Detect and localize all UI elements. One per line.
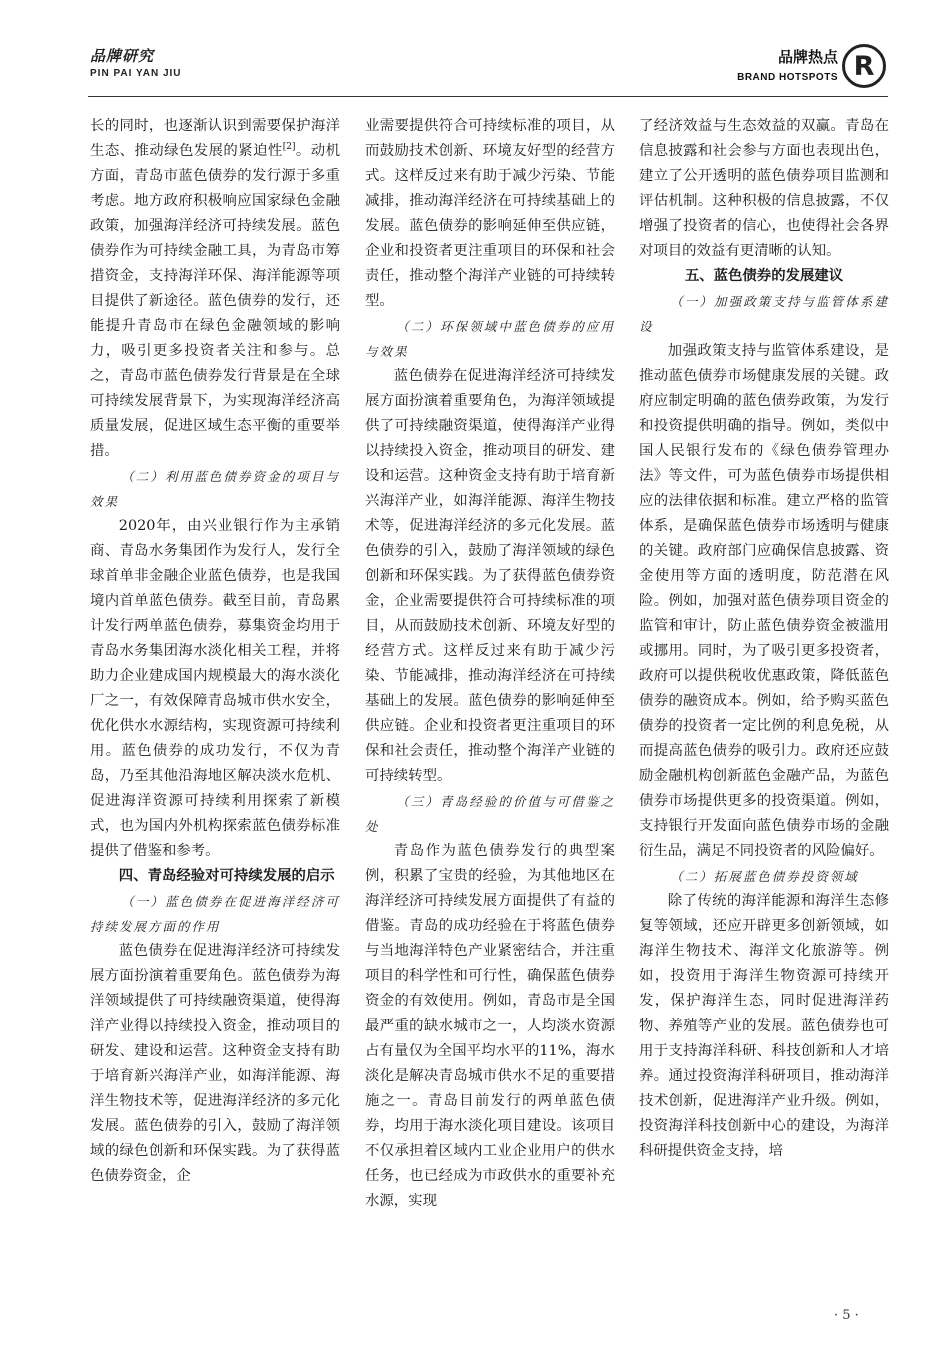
column-3 xyxy=(639,114,889,1164)
section-title-en: BRAND HOTSPOTS xyxy=(737,72,838,83)
subsection-heading: （二）拓展蓝色债券投资领域 xyxy=(670,869,859,884)
paragraph: 青岛作为蓝色债券发行的典型案例，积累了宝贵的经验，为其他地区在海洋经济可持续发展方面提供了有益的借鉴。青岛的成功经验在于将蓝色债券与当地海洋特色产业紧密结合，并注重项目的科学性和可行性，确保蓝色债券资金的有效使用。例如，青岛市是全国最严重的缺水城市之一，人均淡水资源占有量仅为全国平均水平的11%，海水淡化是解决青岛城市供水不足的重要措施之一。青岛目前发行的两单蓝色债券，均用于海水淡化项目建设。该项目不仅承担着区域内工业企业用户的供水任务，也已经成为市政供水的重要补充水源，实现 xyxy=(365,843,615,1209)
paragraph: 2020年，由兴业银行作为主承销商、青岛水务集团作为发行人，发行全球首单非金融企业蓝色债券，也是我国境内首单蓝色债券。截至目前，青岛累计发行两单蓝色债券，募集资金均用于青岛水务集团海水淡化相关工程，并将助力企业建成国内规模最大的海水淡化厂之一，有效保障青岛城市供水安全，优化供水水源结构，实现资源可持续利用。蓝色债券的成功发行，不仅为青岛，乃至其他沿海地区解决淡水危机、促进海洋资源可持续利用探索了新模式，也为国内外机构探索蓝色债券标准提供了借鉴和参考。 xyxy=(90,518,340,859)
header-divider xyxy=(88,96,888,97)
journal-title-cn: 品牌研究 xyxy=(90,47,155,65)
paragraph: 业需要提供符合可持续标准的项目，从而鼓励技术创新、环境友好型的经营方式。这样反过来有助于减少污染、节能减排，推动海洋经济在可持续基础上的发展。蓝色债券的影响延伸至供应链，企业和投资者更注重项目的环保和社会责任，推动整个海洋产业链的可持续转型。 xyxy=(365,118,615,309)
page-number: · 5 · xyxy=(834,1308,859,1323)
section-heading: 五、蓝色债券的发展建议 xyxy=(684,268,844,284)
paragraph: 长的同时，也逐渐认识到需要保护海洋生态、推动绿色发展的紧迫性[2]。动机方面，青岛市蓝色债券的发行源于多重考虑。地方政府积极响应国家绿色金融政策，加强海洋经济可持续发展。蓝色债券作为可持续金融工具，为青岛市筹措资金，支持海洋环保、海洋能源等项目提供了新途径。蓝色债券的发行，还能提升青岛市在绿色金融领域的影响力，吸引更多投资者关注和参与。总之，青岛市蓝色债券发行背景是在全球可持续发展背景下，为实现海洋经济高质量发展，促进区域生态平衡的重要举措。 xyxy=(90,118,340,459)
citation: [2] xyxy=(282,142,296,153)
paragraph: 了经济效益与生态效益的双赢。青岛在信息披露和社会参与方面也表现出色，建立了公开透明的蓝色债券项目监测和评估机制。这种积极的信息披露，不仅增强了投资者的信心，也使得社会各界对项目的效益有更清晰的认知。 xyxy=(639,118,889,259)
section-title-cn: 品牌热点 xyxy=(777,48,838,66)
subsection-heading: （二）利用蓝色债券资金的项目与效果 xyxy=(90,469,340,509)
subsection-heading: （一）加强政策支持与监管体系建设 xyxy=(639,294,889,334)
subsection-heading: （三）青岛经验的价值与可借鉴之处 xyxy=(365,794,615,834)
paragraph: 除了传统的海洋能源和海洋生态修复等领域，还应开辟更多创新领域，如海洋生物技术、海洋文化旅游等。例如，投资用于海洋生物资源可持续开发，保护海洋生态，同时促进海洋药物、养殖等产业的发展。蓝色债券也可用于支持海洋科研、科技创新和人才培养。通过投资海洋科研项目，推动海洋技术创新，促进海洋产业升级。例如，投资海洋科技创新中心的建设，为海洋科研提供资金支持，培 xyxy=(639,893,889,1159)
journal-title-en: PIN PAI YAN JIU xyxy=(90,68,182,79)
column-2 xyxy=(365,114,615,1214)
column-1 xyxy=(90,114,340,1189)
subsection-heading: （二）环保领域中蓝色债券的应用与效果 xyxy=(365,319,615,359)
registered-logo-icon: R xyxy=(842,44,886,88)
paragraph: 蓝色债券在促进海洋经济可持续发展方面扮演着重要角色。蓝色债券为海洋领域提供了可持续融资渠道，使得海洋产业得以持续投入资金，推动项目的研发、建设和运营。这种资金支持有助于培育新兴海洋产业，如海洋能源、海洋生物技术等，促进海洋经济的多元化发展。蓝色债券的引入，鼓励了海洋领域的绿色创新和环保实践。为了获得蓝色债券资金，企 xyxy=(90,943,340,1184)
page-header xyxy=(0,0,950,110)
paragraph: 加强政策支持与监管体系建设，是推动蓝色债券市场健康发展的关键。政府应制定明确的蓝色债券政策，为发行和投资提供明确的指导。例如，类似中国人民银行发布的《绿色债券管理办法》等文件，可为蓝色债券市场提供相应的法律依据和标准。建立严格的监管体系，是确保蓝色债券市场透明与健康的关键。政府部门应确保信息披露、资金使用等方面的透明度，防范潜在风险。例如，加强对蓝色债券项目资金的监管和审计，防止蓝色债券资金被滥用或挪用。同时，为了吸引更多投资者，政府可以提供税收优惠政策，降低蓝色债券的融资成本。例如，给予购买蓝色债券的投资者一定比例的利息免税，从而提高蓝色债券的吸引力。政府还应鼓励金融机构创新蓝色金融产品，为蓝色债券市场提供更多的投资渠道。例如，支持银行开发面向蓝色债券市场的金融衍生品，满足不同投资者的风险偏好。 xyxy=(639,343,889,859)
paragraph: 蓝色债券在促进海洋经济可持续发展方面扮演着重要角色，为海洋领域提供了可持续融资渠道，使得海洋产业得以持续投入资金，推动项目的研发、建设和运营。这种资金支持有助于培育新兴海洋产业，如海洋能源、海洋生物技术等，促进海洋经济的多元化发展。蓝色债券的引入，鼓励了海洋领域的绿色创新和环保实践。为了获得蓝色债券资金，企业需要提供符合可持续标准的项目，从而鼓励技术创新、环境友好型的经营方式。这样反过来有助于减少污染、节能减排，推动海洋经济在可持续基础上的发展。蓝色债券的影响延伸至供应链。企业和投资者更注重项目的环保和社会责任，推动整个海洋产业链的可持续转型。 xyxy=(365,368,615,784)
subsection-heading: （一）蓝色债券在促进海洋经济可持续发展方面的作用 xyxy=(90,894,340,934)
section-heading: 四、青岛经验对可持续发展的启示 xyxy=(118,868,335,884)
